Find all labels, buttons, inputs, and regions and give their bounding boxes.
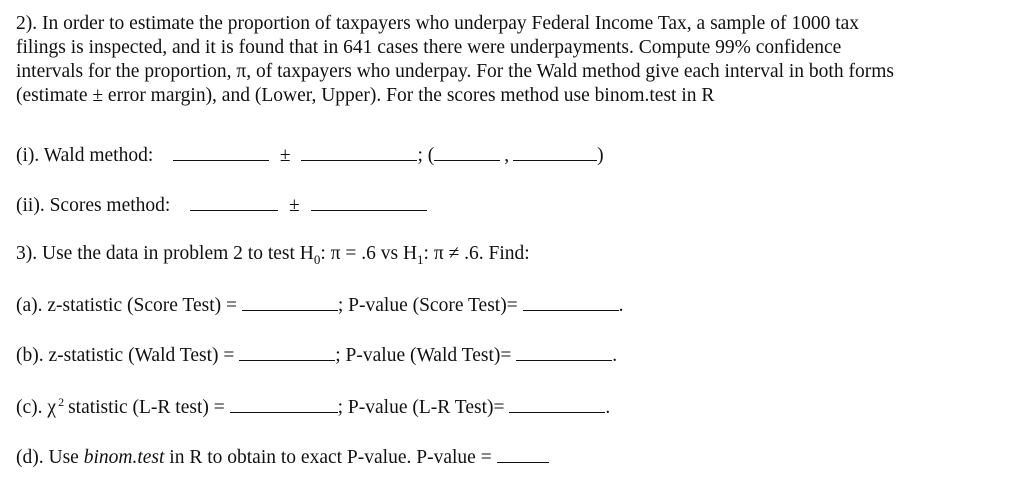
h1-subscript: 1 — [417, 251, 424, 267]
wald-upper-blank[interactable] — [513, 142, 597, 161]
problem-2-line-4: (estimate ± error margin), and (Lower, Upper). For the scores method use binom.test in R — [16, 85, 715, 106]
binom-test-function: binom.test — [83, 447, 165, 468]
alternative-hypothesis: : π ≠ .6. Find: — [423, 243, 530, 264]
wald-lower-blank[interactable] — [434, 142, 500, 161]
plus-minus-symbol: ± — [279, 145, 291, 166]
part-b-label: (b). z-statistic (Wald Test) = — [16, 345, 235, 366]
wald-pvalue-blank[interactable] — [516, 342, 612, 361]
period: . — [612, 345, 618, 366]
scores-method-label: (ii). Scores method: — [16, 195, 171, 216]
chi-squared-superscript: 2 — [58, 394, 65, 409]
part-d-suffix: in R to obtain to exact P-value. P-value = — [169, 447, 492, 468]
scores-method-row — [16, 192, 427, 218]
part-a-row — [16, 292, 623, 318]
interval-open: ; ( — [417, 145, 435, 166]
scores-error-margin-blank[interactable] — [311, 192, 427, 211]
part-b-row — [16, 342, 617, 368]
part-d-row — [16, 444, 549, 470]
problem-3-prefix: 3). Use the data in problem 2 to test H — [16, 243, 314, 264]
part-d-prefix: (d). Use — [16, 447, 79, 468]
lr-statistic-blank[interactable] — [230, 394, 338, 413]
part-c-label: statistic (L-R test) = — [68, 397, 225, 418]
plus-minus-symbol: ± — [288, 195, 300, 216]
score-pvalue-blank[interactable] — [523, 292, 619, 311]
wald-method-label: (i). Wald method: — [16, 145, 154, 166]
part-c-prefix: (c). χ — [16, 397, 57, 418]
problem-2-line-3: intervals for the proportion, π, of taxpayers who underpay. For the Wald method give each interval in both forms — [16, 61, 894, 82]
problem-3-intro — [16, 242, 530, 266]
h0-subscript: 0 — [313, 251, 321, 267]
problem-2-line-2: filings is inspected, and it is found that in 641 cases there were underpayments. Compute 99% confidence — [16, 37, 842, 58]
interval-close: ) — [597, 145, 604, 166]
part-c-pvalue-label: ; P-value (L-R Test)= — [337, 397, 505, 418]
lr-pvalue-blank[interactable] — [509, 394, 605, 413]
period: . — [605, 397, 611, 418]
wald-method-row — [16, 142, 604, 168]
interval-comma: , — [504, 145, 510, 166]
period: . — [618, 295, 624, 316]
part-b-pvalue-label: ; P-value (Wald Test)= — [335, 345, 512, 366]
problem-2-line-1: 2). In order to estimate the proportion of taxpayers who underpay Federal Income Tax, a sample of 1000 tax — [16, 13, 860, 34]
null-hypothesis: : π = .6 vs H — [320, 243, 418, 264]
wald-error-margin-blank[interactable] — [301, 142, 417, 161]
wald-z-blank[interactable] — [239, 342, 335, 361]
scores-estimate-blank[interactable] — [190, 192, 278, 211]
part-c-row — [16, 394, 610, 420]
wald-estimate-blank[interactable] — [173, 142, 269, 161]
score-z-blank[interactable] — [242, 292, 338, 311]
problem-2-text — [16, 12, 1016, 108]
exact-pvalue-blank[interactable] — [497, 444, 549, 463]
part-a-label: (a). z-statistic (Score Test) = — [16, 295, 237, 316]
part-a-pvalue-label: ; P-value (Score Test)= — [337, 295, 518, 316]
